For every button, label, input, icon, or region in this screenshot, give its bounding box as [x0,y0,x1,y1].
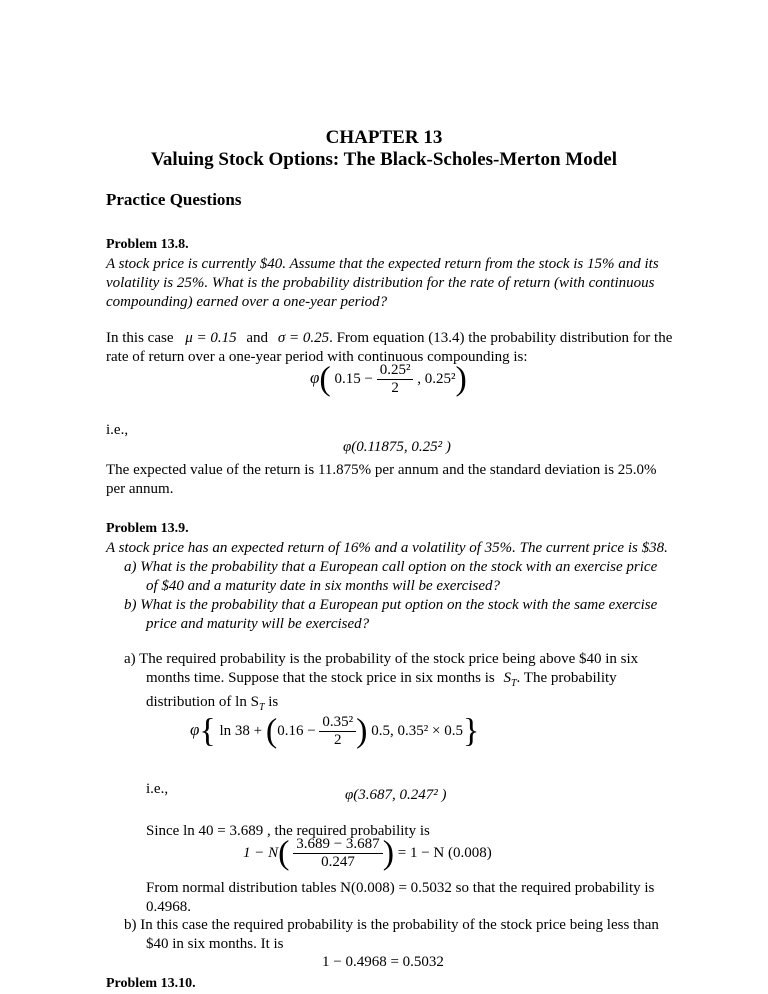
denominator: 2 [319,731,356,749]
equation-2: φ(0.11875, 0.25² ) [343,439,451,455]
text: a) The required probability is the probability of the stock price being above $40 in six [124,651,639,667]
problem-13-9-question: A stock price has an expected return of 16% and a volatility of 35%. The current price is $38. [106,540,668,556]
st-variable: S [503,670,511,686]
equation-5: 1 − N( $\frac{3.689 - 3.687}{0.247}$ ) = 1 − N (0.008) [243,834,492,872]
denominator: 0.247 [293,853,382,871]
answer-a-line4: Since ln 40 = 3.689 , the required probability is [146,823,430,839]
mu-expression: μ = 0.15 [185,330,237,346]
text: is [264,694,279,710]
text: b) What is the probability that a European put option on the stock with the same exercise [124,597,658,613]
eq-text: = 1 − N (0.008) [397,844,492,861]
equation-3: φ{ ln 38 + (0.16 − $\frac{\text{0.35²}}{2}$ ) 0.5, 0.35² × 0.5} [190,712,480,750]
text: of $40 and a maturity date in six months will be exercised? [146,578,500,594]
problem-13-8-conclusion [106,461,657,499]
ie-label: i.e., [106,422,129,438]
text: $40 in six months. It is [146,936,284,952]
equation-1: φ( 0.15 − $\frac{\text{0.25²}}{2}$ , 0.25²) [310,360,467,398]
text: . From equation (13.4) the probability distribution for the [329,330,673,346]
eq-text: 0.5, 0.35² × 0.5 [371,722,463,739]
eq-fraction [293,836,382,871]
text: In this case [106,330,174,346]
text: From normal distribution tables N(0.008) = 0.5032 so that the required probability is [146,880,655,896]
section-heading: Practice Questions [106,190,242,209]
problem-13-8-title: Problem 13.8. [106,237,189,252]
text: 0.4968. [146,899,191,915]
text: . The probability [516,670,617,686]
text: distribution of ln S [146,694,259,710]
equation-4: φ(3.687, 0.247² ) [345,787,447,803]
problem-13-8-question [106,255,659,312]
sigma-expression: σ = 0.25 [277,330,330,346]
text: b) In this case the required probability is the probability of the stock price being less than [124,917,659,933]
text: price and maturity will be exercised? [146,616,370,632]
problem-13-10-title: Problem 13.10. [106,976,196,991]
denominator: 2 [377,379,414,397]
chapter-heading: CHAPTER 13 [325,127,443,148]
answer-a [124,650,638,717]
subscript: T [258,702,265,713]
eq-fraction [319,714,356,749]
question-b [124,596,657,634]
eq-text: 0.15 − [334,370,373,387]
ie-label: i.e., [146,781,169,797]
problem-13-8-answer-line2: rate of return over a one-year period with continuous compounding is: [106,349,528,365]
question-line: compounding) earned over a one-year period? [106,294,388,310]
text: months time. Suppose that the stock price in six months is [146,670,495,686]
equation-6: 1 − 0.4968 = 0.5032 [322,954,444,970]
numerator: 3.689 − 3.687 [296,836,380,852]
answer-b [124,916,659,954]
eq-text: 1 − N [243,844,279,861]
eq-text: ln 38 + [219,722,263,739]
text: and [246,330,269,346]
problem-13-9-title: Problem 13.9. [106,521,189,536]
chapter-title: Valuing Stock Options: The Black-Scholes-Merton Model [150,149,618,170]
numerator: 0.35² [322,714,354,730]
eq-fraction [377,362,414,397]
text: per annum. [106,481,174,497]
numerator: 0.25² [379,362,411,378]
eq-text: , 0.25² [417,370,456,387]
text: The expected value of the return is 11.875% per annum and the standard deviation is 25.0% [106,462,657,478]
text: a) What is the probability that a European call option on the stock with an exercise price [124,559,658,575]
problem-13-8-answer-line1 [106,329,672,348]
question-a [124,558,657,596]
answer-a-conclusion [146,879,654,917]
eq-text: 0.16 − [277,722,316,739]
subscript: T [510,678,517,689]
question-line: A stock price is currently $40. Assume that the expected return from the stock is 15% and its [106,256,659,272]
question-line: volatility is 25%. What is the probability distribution for the rate of return (with continuous [106,275,655,291]
